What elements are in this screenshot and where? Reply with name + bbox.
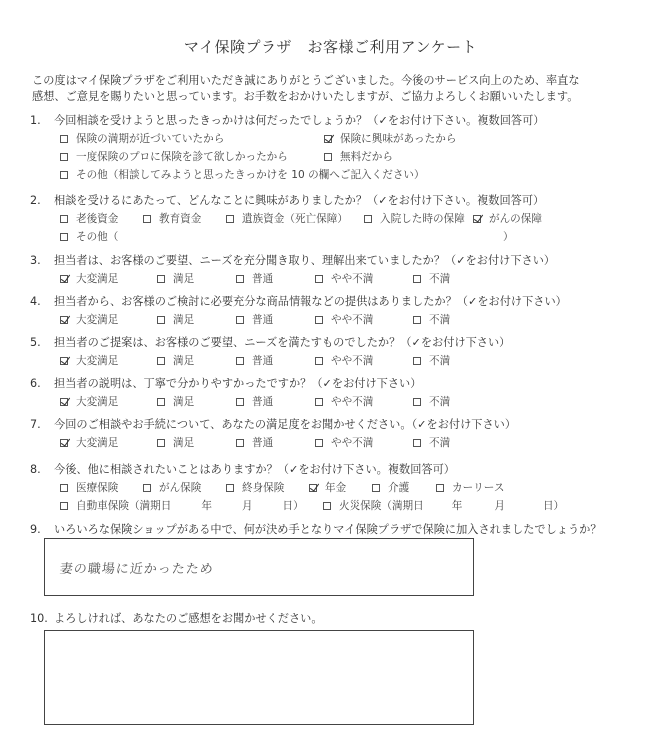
option-label: 火災保険（満期日 — [339, 500, 424, 512]
option-label: 普通 — [252, 396, 274, 408]
checkbox[interactable] — [60, 484, 68, 492]
checkbox[interactable] — [143, 484, 151, 492]
option-label: 不満 — [429, 273, 451, 285]
q8-option-5[interactable] — [372, 480, 409, 495]
question-text: 今回のご相談やお手続について、あなたの満足度をお聞かせください。（✓をお付け下さい） — [54, 418, 517, 431]
checkbox[interactable] — [60, 135, 68, 143]
question-text: 相談を受けるにあたって、どんなことに興味がありましたか？（✓をお付け下さい。複数回答可） — [54, 194, 545, 207]
checkbox[interactable] — [413, 275, 421, 283]
checked-checkbox[interactable] — [473, 215, 481, 223]
intro-line-2: 感想、ご意見を賜りたいと思っています。お手数をおかけいたしますが、ご協力よろしくお願いいたします。 — [32, 90, 579, 103]
q7-option-3[interactable] — [236, 435, 273, 450]
checkbox[interactable] — [315, 398, 323, 406]
question-5 — [30, 334, 510, 350]
q8-option-3[interactable] — [226, 480, 284, 495]
option-label: 介護 — [388, 482, 410, 494]
q9-answer-text: 妻の職場に近かったため — [59, 562, 215, 577]
q7-option-1[interactable] — [60, 435, 118, 450]
question-text: 担当者は、お客様のご要望、ニーズを充分聞き取り、理解出来ていましたか？（✓をお付け下さい） — [54, 254, 556, 267]
checkbox[interactable] — [372, 484, 380, 492]
fire-expiry-year-label: 年 — [451, 500, 463, 512]
question-number: 4. — [30, 295, 41, 308]
checkbox[interactable] — [413, 398, 421, 406]
q9-answer-box[interactable] — [44, 538, 474, 596]
checkbox[interactable] — [236, 357, 244, 365]
q2-other-close: ） — [503, 231, 514, 243]
question-10 — [30, 610, 323, 626]
checkbox[interactable] — [364, 215, 372, 223]
q2-option-2[interactable] — [143, 211, 201, 226]
checkbox[interactable] — [143, 215, 151, 223]
question-number: 5. — [30, 336, 41, 349]
q5-option-3[interactable] — [236, 353, 273, 368]
option-label: 不満 — [429, 355, 451, 367]
q7-option-5[interactable] — [413, 435, 450, 450]
checkbox[interactable] — [60, 153, 68, 161]
checkbox[interactable] — [413, 439, 421, 447]
option-label: その他（ — [76, 231, 119, 243]
checkbox[interactable] — [236, 275, 244, 283]
checkbox[interactable] — [157, 439, 165, 447]
option-label: 大変満足 — [76, 355, 119, 367]
question-text: 今回相談を受けようと思ったきっかけは何だったでしょうか？（✓をお付け下さい。複数回答可） — [54, 114, 545, 127]
option-label: やや不満 — [331, 437, 374, 449]
checkbox[interactable] — [157, 357, 165, 365]
q6-option-1[interactable] — [60, 394, 118, 409]
q1-option-3[interactable] — [60, 149, 288, 164]
question-number: 10. — [30, 612, 48, 625]
option-label: カーリース — [452, 482, 505, 494]
option-label: 年金 — [325, 482, 347, 494]
option-label: 不満 — [429, 437, 451, 449]
option-label: がんの保障 — [489, 213, 542, 225]
option-label: 普通 — [252, 273, 274, 285]
fire-expiry-month-label: 月 — [494, 500, 505, 512]
q4-option-5[interactable] — [413, 312, 450, 327]
question-number: 7. — [30, 418, 41, 431]
q2-option-1[interactable] — [60, 211, 118, 226]
q1-option-5[interactable] — [60, 167, 425, 182]
question-text: 担当者のご提案は、お客様のご要望、ニーズを満たすものでしたか？（✓をお付け下さい） — [54, 336, 511, 349]
question-number: 3. — [30, 254, 41, 267]
checkbox[interactable] — [236, 398, 244, 406]
q3-option-5[interactable] — [413, 271, 450, 286]
checkbox[interactable] — [226, 484, 234, 492]
option-label: 医療保険 — [76, 482, 119, 494]
q7-option-2[interactable] — [157, 435, 194, 450]
option-label: 大変満足 — [76, 396, 119, 408]
question-text: 担当者の説明は、丁寧で分かりやすかったですか？（✓をお付け下さい） — [54, 377, 422, 390]
question-text: いろいろな保険ショップがある中で、何が決め手となりマイ保険プラザで保険に加入されましたでしょうか？ — [54, 523, 602, 536]
option-label: 大変満足 — [76, 437, 119, 449]
option-label: 普通 — [252, 437, 274, 449]
checked-checkbox[interactable] — [324, 135, 332, 143]
q6-option-4[interactable] — [315, 394, 373, 409]
checked-checkbox[interactable] — [309, 484, 317, 492]
q4-option-4[interactable] — [315, 312, 373, 327]
checkbox[interactable] — [157, 316, 165, 324]
q1-option-2[interactable] — [324, 131, 456, 146]
q8-option-4[interactable] — [309, 480, 346, 495]
checkbox[interactable] — [315, 275, 323, 283]
q1-option-4[interactable] — [324, 149, 393, 164]
option-label: 普通 — [252, 355, 274, 367]
q4-option-1[interactable] — [60, 312, 118, 327]
checkbox[interactable] — [315, 357, 323, 365]
q2-option-5[interactable] — [473, 211, 542, 226]
option-label: 終身保険 — [242, 482, 285, 494]
question-number: 2. — [30, 194, 41, 207]
q8-option-6[interactable] — [436, 480, 504, 495]
checkbox[interactable] — [436, 484, 444, 492]
q7-option-4[interactable] — [315, 435, 373, 450]
option-label: 満足 — [173, 273, 195, 285]
q4-option-2[interactable] — [157, 312, 194, 327]
q8-option-7[interactable] — [60, 498, 304, 513]
q2-option-3[interactable] — [226, 211, 348, 226]
option-label: その他（相談してみようと思ったきっかけを 10 の欄へご記入ください） — [76, 169, 425, 181]
question-2 — [30, 192, 544, 208]
checked-checkbox[interactable] — [60, 316, 68, 324]
question-text: 今後、他に相談されたいことはありますか？（✓をお付け下さい。複数回答可） — [54, 463, 455, 476]
q8-option-1[interactable] — [60, 480, 118, 495]
checked-checkbox[interactable] — [60, 357, 68, 365]
option-label: 満足 — [173, 396, 195, 408]
question-6 — [30, 375, 421, 391]
q8-option-8[interactable] — [323, 498, 564, 513]
survey-title: マイ保険プラザ お客様ご利用アンケート — [183, 38, 478, 56]
option-label: やや不満 — [331, 314, 374, 326]
q8-option-2[interactable] — [143, 480, 201, 495]
option-label: 無料だから — [340, 151, 393, 163]
checkbox[interactable] — [315, 439, 323, 447]
checkbox[interactable] — [323, 502, 331, 510]
q3-option-4[interactable] — [315, 271, 373, 286]
option-label: やや不満 — [331, 396, 374, 408]
q5-option-1[interactable] — [60, 353, 118, 368]
checkbox[interactable] — [324, 153, 332, 161]
q10-answer-box[interactable] — [44, 630, 474, 725]
q3-option-3[interactable] — [236, 271, 273, 286]
option-label: 自動車保険（満期日 — [76, 500, 172, 512]
checkbox[interactable] — [60, 171, 68, 179]
option-label: 大変満足 — [76, 273, 119, 285]
checkbox[interactable] — [60, 233, 68, 241]
q5-option-2[interactable] — [157, 353, 194, 368]
option-label: 老後資金 — [76, 213, 119, 225]
option-label: 保険に興味があったから — [340, 133, 457, 145]
fire-expiry-day-label: 日） — [542, 500, 565, 512]
option-label: 大変満足 — [76, 314, 119, 326]
q6-option-2[interactable] — [157, 394, 194, 409]
option-label: 入院した時の保障 — [380, 213, 465, 225]
q3-option-2[interactable] — [157, 271, 194, 286]
q3-option-1[interactable] — [60, 271, 118, 286]
option-label: やや不満 — [331, 273, 374, 285]
checkbox[interactable] — [226, 215, 234, 223]
checkbox[interactable] — [413, 357, 421, 365]
checkbox[interactable] — [157, 398, 165, 406]
option-label: 不満 — [429, 314, 451, 326]
checkbox[interactable] — [60, 215, 68, 223]
checked-checkbox[interactable] — [60, 398, 68, 406]
question-7 — [30, 416, 516, 432]
q5-option-4[interactable] — [315, 353, 373, 368]
question-text: 担当者から、お客様のご検討に必要充分な商品情報などの提供はありましたか？（✓をお付け下さい） — [54, 295, 567, 308]
checkbox[interactable] — [315, 316, 323, 324]
car-expiry-year-label: 年 — [201, 500, 212, 512]
q6-option-5[interactable] — [413, 394, 450, 409]
checkbox[interactable] — [236, 316, 244, 324]
car-expiry-day-label: 日） — [282, 500, 304, 512]
checkbox[interactable] — [157, 275, 165, 283]
question-3 — [30, 252, 555, 268]
q4-option-3[interactable] — [236, 312, 273, 327]
checked-checkbox[interactable] — [60, 275, 68, 283]
option-label: 満足 — [173, 437, 195, 449]
option-label: 保険の満期が近づいていたから — [76, 133, 225, 145]
question-number: 9. — [30, 523, 41, 536]
question-9 — [30, 521, 602, 537]
option-label: 遺族資金（死亡保障） — [242, 213, 348, 225]
checkbox[interactable] — [236, 439, 244, 447]
option-label: 教育資金 — [159, 213, 202, 225]
option-label: がん保険 — [159, 482, 202, 494]
option-label: 普通 — [252, 314, 274, 326]
question-number: 1. — [30, 114, 41, 127]
option-label: 満足 — [173, 314, 195, 326]
checkbox[interactable] — [60, 502, 68, 510]
q6-option-3[interactable] — [236, 394, 273, 409]
checkbox[interactable] — [413, 316, 421, 324]
option-label: 満足 — [173, 355, 195, 367]
option-label: 一度保険のプロに保険を診て欲しかったから — [76, 151, 288, 163]
intro-line-1: この度はマイ保険プラザをご利用いただき誠にありがとうございました。今後のサービス向上のため、率直な — [32, 74, 580, 87]
question-number: 8. — [30, 463, 41, 476]
question-text: よろしければ、あなたのご感想をお聞かせください。 — [54, 612, 323, 625]
question-number: 6. — [30, 377, 41, 390]
question-1 — [30, 112, 544, 128]
option-label: 不満 — [429, 396, 451, 408]
car-expiry-month-label: 月 — [241, 500, 253, 512]
q2-option-4[interactable] — [364, 211, 465, 226]
option-label: やや不満 — [331, 355, 374, 367]
checked-checkbox[interactable] — [60, 439, 68, 447]
question-8 — [30, 461, 455, 477]
q1-option-1[interactable] — [60, 131, 224, 146]
q2-option-6[interactable] — [60, 229, 118, 244]
q5-option-5[interactable] — [413, 353, 450, 368]
question-4 — [30, 293, 567, 309]
